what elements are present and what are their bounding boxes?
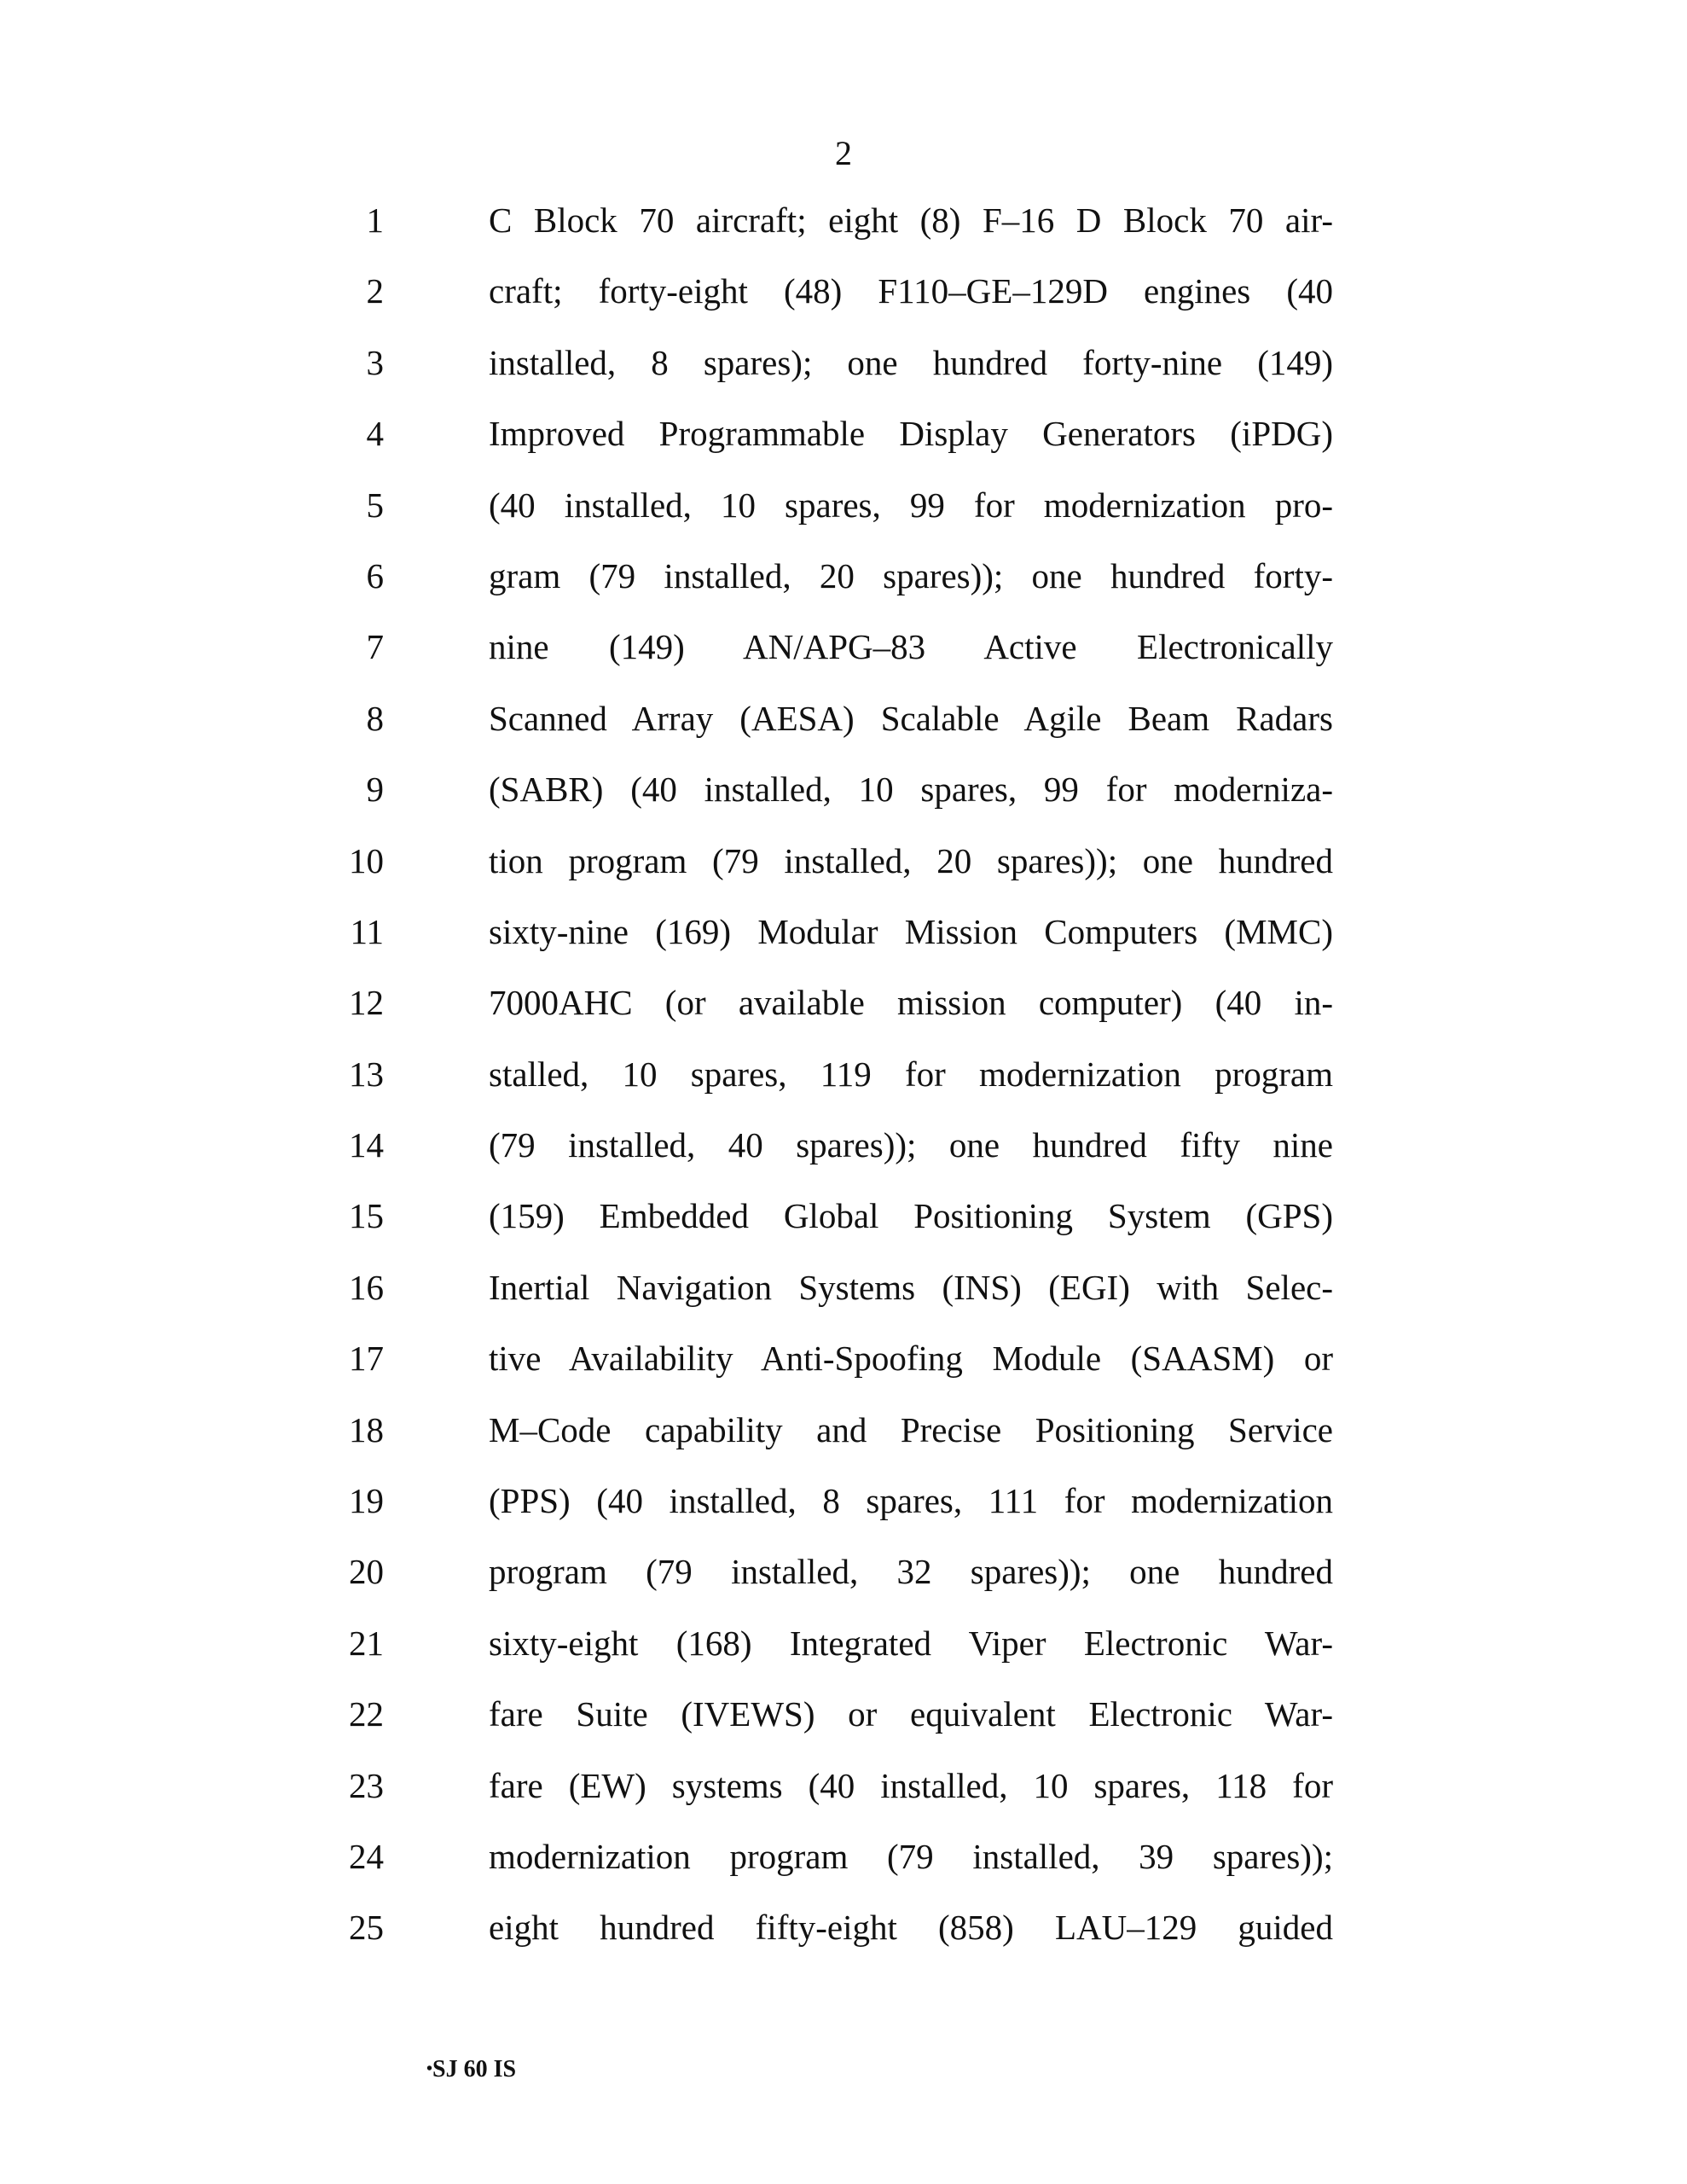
bill-identifier-footer: [426, 2054, 516, 2084]
text-line-24: [0, 1835, 1687, 1906]
text-line-4: [0, 412, 1687, 483]
line-text: Improved Programmable Display Generators (iPDG): [489, 414, 1333, 454]
line-number: 17: [349, 1339, 384, 1379]
line-text: fare (EW) systems (40 installed, 10 spares, 118 for: [489, 1765, 1333, 1805]
line-text: Inertial Navigation Systems (INS) (EGI) with Selec-: [489, 1267, 1333, 1307]
line-text: modernization program (79 installed, 39 spares));: [489, 1836, 1333, 1876]
line-number: 4: [366, 414, 384, 454]
line-text: M–Code capability and Precise Positioning Service: [489, 1409, 1333, 1449]
text-line-9: [0, 768, 1687, 839]
line-text: eight hundred fifty-eight (858) LAU–129 guided: [489, 1908, 1333, 1948]
line-number: 11: [350, 911, 384, 951]
text-line-19: [0, 1479, 1687, 1550]
line-text: (40 installed, 10 spares, 99 for modernization pro-: [489, 485, 1333, 525]
line-number: 16: [349, 1267, 384, 1307]
text-line-6: [0, 555, 1687, 625]
line-text: sixty-eight (168) Integrated Viper Electronic War-: [489, 1623, 1333, 1663]
text-line-12: [0, 981, 1687, 1052]
text-line-10: [0, 839, 1687, 910]
line-number: 20: [349, 1552, 384, 1592]
text-line-23: [0, 1764, 1687, 1835]
line-text: sixty-nine (169) Modular Mission Computers (MMC): [489, 911, 1333, 951]
line-number: 9: [366, 770, 384, 810]
line-number: 8: [366, 698, 384, 738]
text-line-13: [0, 1053, 1687, 1124]
line-text: tive Availability Anti-Spoofing Module (SAASM) or: [489, 1339, 1333, 1379]
text-line-14: [0, 1124, 1687, 1194]
line-text: C Block 70 aircraft; eight (8) F–16 D Block 70 air-: [489, 200, 1333, 240]
text-line-18: [0, 1409, 1687, 1479]
line-text: fare Suite (IVEWS) or equivalent Electronic War-: [489, 1694, 1333, 1734]
line-text: (PPS) (40 installed, 8 spares, 111 for modernization: [489, 1481, 1333, 1521]
line-number: 7: [366, 627, 384, 667]
line-number: 18: [349, 1409, 384, 1449]
line-number: 14: [349, 1125, 384, 1165]
line-text: stalled, 10 spares, 119 for modernization program: [489, 1054, 1333, 1094]
line-number: 3: [366, 342, 384, 382]
line-text: craft; forty-eight (48) F110–GE–129D engines (40: [489, 271, 1333, 311]
text-line-15: [0, 1194, 1687, 1265]
text-line-16: [0, 1266, 1687, 1337]
bullet-icon: •: [426, 2059, 433, 2078]
text-line-11: [0, 910, 1687, 981]
line-text: installed, 8 spares); one hundred forty-nine (149): [489, 342, 1333, 382]
line-number: 2: [366, 271, 384, 311]
line-number: 24: [349, 1836, 384, 1876]
line-number: 5: [366, 485, 384, 525]
text-line-21: [0, 1622, 1687, 1693]
text-line-2: [0, 270, 1687, 340]
line-number: 12: [349, 983, 384, 1023]
line-text: (79 installed, 40 spares)); one hundred fifty nine: [489, 1125, 1333, 1165]
line-text: (SABR) (40 installed, 10 spares, 99 for moderniza-: [489, 770, 1333, 810]
line-number: 15: [349, 1196, 384, 1236]
line-number: 23: [349, 1765, 384, 1805]
line-number: 25: [349, 1908, 384, 1948]
line-text: program (79 installed, 32 spares)); one hundred: [489, 1552, 1333, 1592]
line-number: 6: [366, 555, 384, 595]
line-text: Scanned Array (AESA) Scalable Agile Beam Radars: [489, 698, 1333, 738]
text-line-20: [0, 1550, 1687, 1621]
text-line-22: [0, 1693, 1687, 1763]
line-text: gram (79 installed, 20 spares)); one hundred forty-: [489, 555, 1333, 595]
text-line-17: [0, 1337, 1687, 1408]
page-number: 2: [835, 134, 852, 172]
line-number: 1: [366, 200, 384, 240]
line-number: 21: [349, 1623, 384, 1663]
line-text: tion program (79 installed, 20 spares)); one hundred: [489, 840, 1333, 880]
text-line-5: [0, 484, 1687, 555]
text-line-7: [0, 625, 1687, 696]
line-text: (159) Embedded Global Positioning System (GPS): [489, 1196, 1333, 1236]
text-line-8: [0, 697, 1687, 768]
bill-text-body: [0, 199, 1687, 1978]
text-line-3: [0, 341, 1687, 412]
line-number: 13: [349, 1054, 384, 1094]
line-text: 7000AHC (or available mission computer) (40 in-: [489, 983, 1333, 1023]
bill-identifier: SJ 60 IS: [432, 2056, 517, 2082]
line-number: 10: [349, 840, 384, 880]
text-line-1: [0, 199, 1687, 270]
line-number: 22: [349, 1694, 384, 1734]
line-text: nine (149) AN/APG–83 Active Electronically: [489, 627, 1333, 667]
line-number: 19: [349, 1481, 384, 1521]
text-line-25: [0, 1906, 1687, 1977]
